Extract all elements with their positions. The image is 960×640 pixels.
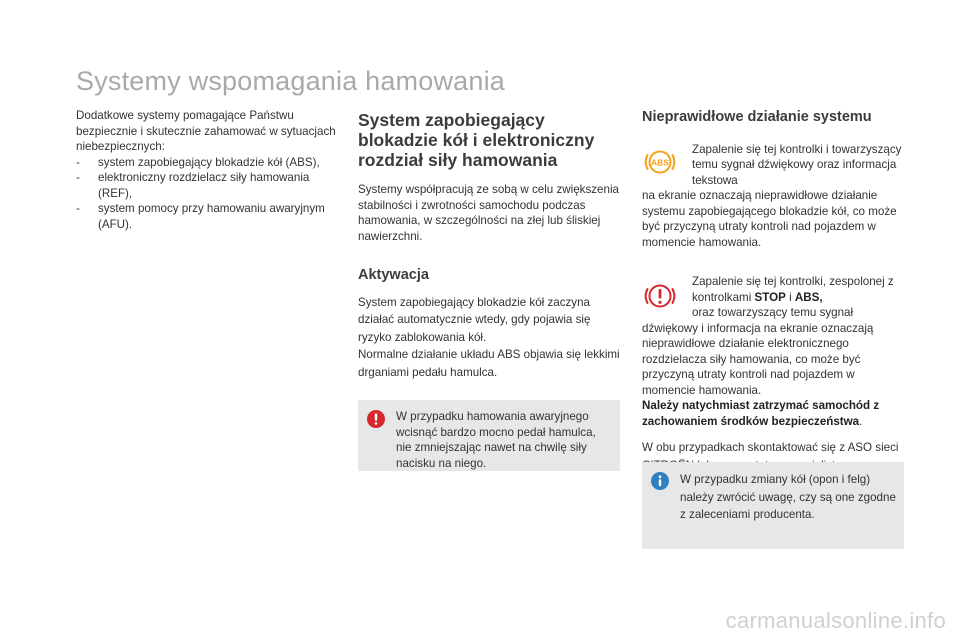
abs-label: ABS, <box>794 290 823 304</box>
intro-column <box>76 108 346 232</box>
list-dash: - <box>76 155 80 169</box>
abs-lamp-text-cont: na ekranie oznaczają nieprawidłowe działanie systemu zapobiegającego blokadzie kół, co może być przyczyną utraty kontroli nad pojazdem w momencie hamowania. <box>642 189 897 249</box>
warning-exclamation-icon <box>367 410 385 428</box>
watermark: carmanualsonline.info <box>725 608 946 633</box>
malfunction-column <box>642 108 904 474</box>
intro-text: Dodatkowe systemy pomagające Państwu bezpiecznie i skutecznie zahamować w sytuacjach niebezpiecznych: <box>76 109 336 153</box>
wheel-change-text: W przypadku zmiany kół (opon i felg) należy zwrócić uwagę, czy są one zgodne z zaleceniami producenta. <box>680 473 896 521</box>
abs-icon-label: ABS <box>651 156 669 167</box>
malfunction-heading: Nieprawidłowe działanie systemu <box>642 109 872 125</box>
contact-text: W obu przypadkach skontaktować się z ASO sieci <box>642 441 899 454</box>
abs-intro: Systemy współpracują ze sobą w celu zwiększenia stabilności i zwrotności samochodu podczas hamowania, w szczególności na złej lub śliskiej nawierzchni. <box>358 183 619 243</box>
abs-heading: System zapobiegający blokadzie kół i elektroniczny rozdział siły hamowania <box>358 110 595 170</box>
list-item: - elektroniczny rozdzielacz siły hamowania (REF), <box>76 171 310 200</box>
info-icon <box>651 472 669 490</box>
wheel-change-note <box>642 462 904 549</box>
abs-warning-lamp-icon <box>642 144 678 180</box>
list-item: - system zapobiegający blokadzie kół (ABS), <box>76 155 320 169</box>
abs-lamp-text: Zapalenie się tej kontrolki i towarzyszący temu sygnał dźwiękowy oraz informacja tekstowa <box>692 142 902 187</box>
brake-lamp-text: Zapalenie się tej kontrolki, zespolonej z kontrolkami STOP i ABS, oraz towarzyszący temu sygnał <box>692 275 894 319</box>
list-dash: - <box>76 171 80 184</box>
list-item: - system pomocy przy hamowaniu awaryjnym (AFU). <box>76 202 325 231</box>
stop-instruction: Należy natychmiast zatrzymać samochód z zachowaniem środków bezpieczeństwa. <box>642 399 880 428</box>
brake-lamp-text-cont: dźwiękowy i informacja na ekranie oznaczają nieprawidłowe działanie elektronicznego rozdzielacza siły hamowania, co może być przyczyną utraty kontroli nad pojazdem w momencie hamowania. <box>642 321 874 397</box>
activation-text-1: System zapobiegający blokadzie kół zaczyna działać automatycznie wtedy, gdy pojawia się ryzyko zablokowania kół. <box>358 295 591 344</box>
stop-label: STOP <box>754 290 786 304</box>
emergency-braking-note <box>358 400 620 471</box>
activation-heading: Aktywacja <box>358 267 429 283</box>
list-dash: - <box>76 202 80 215</box>
abs-column <box>358 108 620 381</box>
systems-list <box>76 155 346 233</box>
activation-text-2: Normalne działanie układu ABS objawia się lekkimi drganiami pedału hamulca. <box>358 348 620 379</box>
page-title: Systemy wspomagania hamowania <box>76 66 506 96</box>
brake-warning-lamp-icon <box>642 278 678 314</box>
emergency-braking-text: W przypadku hamowania awaryjnego wcisnąć bardzo mocno pedał hamulca, nie zmniejszając nawet na chwilę siły nacisku na niego. <box>396 410 596 470</box>
